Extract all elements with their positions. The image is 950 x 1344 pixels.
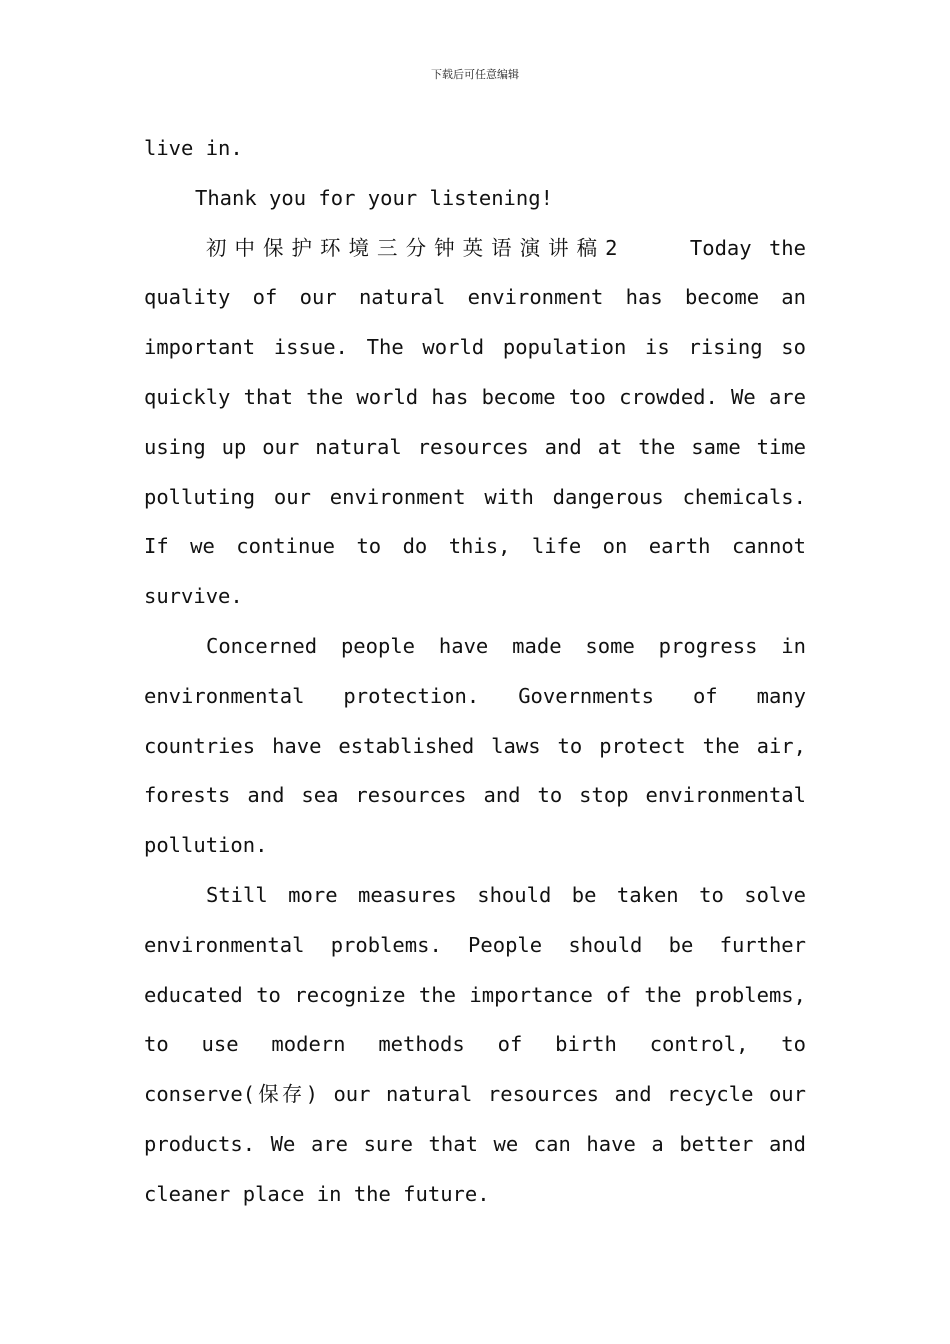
paragraph-progress: Concerned people have made some progress in environmental protection. Governments of many countries have established laws to protect the air, forests and sea resources and to stop environmental pollution. bbox=[144, 633, 806, 858]
paragraph-thanks: Thank you for your listening! bbox=[195, 185, 553, 210]
paragraph-closing-line: live in. bbox=[144, 136, 243, 160]
speech-title: 初中保护环境三分钟英语演讲稿2 bbox=[206, 235, 621, 260]
document-body bbox=[144, 124, 806, 1220]
speech-intro-text: Today the quality of our natural environment has become an important issue. The world population is rising so quickly that the world has become too crowded. We are using up our natural resources and at the same time polluting our environment with dangerous chemicals. If we continue to do this, life on earth cannot survive. bbox=[144, 235, 806, 609]
paragraph-measures: Still more measures should be taken to solve environmental problems. People should be further educated to recognize the importance of the problems, to use modern methods of birth control, to conserve(保存) our natural resources and recycle our products. We are sure that we can have a better and cleaner place in the future. bbox=[144, 882, 806, 1206]
paragraph-speech-2-intro bbox=[144, 224, 806, 622]
header-note: 下载后可任意编辑 bbox=[431, 68, 519, 81]
